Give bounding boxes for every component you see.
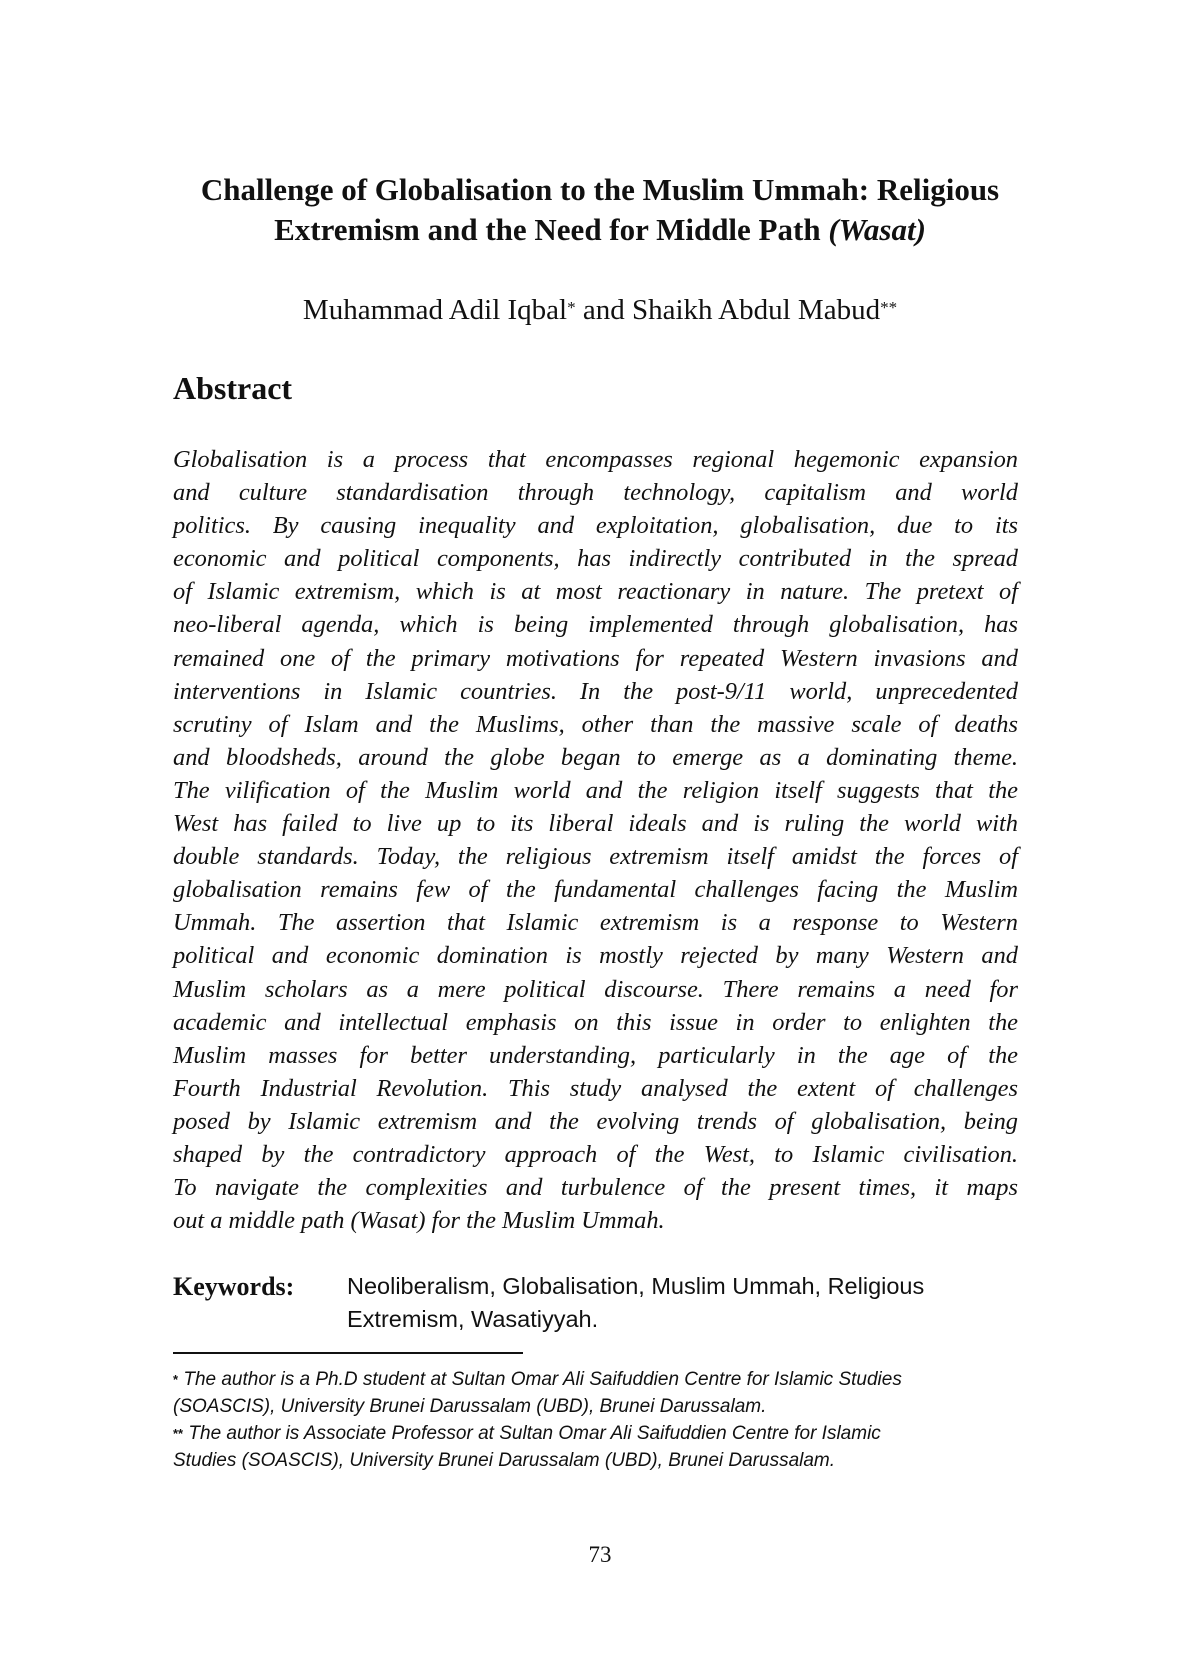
- abstract-line: and culture standardisation through technology, capitalism and world: [173, 479, 1018, 507]
- abstract-line: Muslim scholars as a mere political discourse. There remains a need for: [173, 975, 1018, 1003]
- abstract-line: academic and intellectual emphasis on this issue in order to enlighten the: [173, 1008, 1018, 1036]
- footnote-line: [173, 1420, 1023, 1447]
- footnote-1-line-2: (SOASCIS), University Brunei Darussalam (UBD), Brunei Darussalam.: [173, 1396, 767, 1417]
- abstract-line: economic and political components, has indirectly contributed in the spread: [173, 545, 1018, 573]
- paper-title: [150, 170, 1050, 250]
- title-line-1: Challenge of Globalisation to the Muslim Ummah: Religious: [200, 172, 1000, 207]
- footnote-2: [173, 1420, 1023, 1474]
- footnote-1-mark: *: [173, 1372, 179, 1387]
- keywords-label: Keywords:: [173, 1272, 295, 1301]
- page-number: 73: [588, 1542, 612, 1567]
- footnotes: [173, 1366, 1023, 1474]
- footnote-1-line-1: The author is a Ph.D student at Sultan Omar Ali Saifuddien Centre for Islamic Studies: [178, 1369, 902, 1390]
- abstract-line: political and economic domination is mostly rejected by many Western and: [173, 942, 1018, 970]
- abstract-line: Fourth Industrial Revolution. This study analysed the extent of challenges: [173, 1074, 1018, 1102]
- abstract-body: [173, 443, 1018, 1237]
- keywords-text: [347, 1270, 1018, 1336]
- author-2-name: Shaikh Abdul Mabud: [631, 294, 881, 326]
- abstract-line: out a middle path (Wasat) for the Muslim Ummah.: [173, 1207, 665, 1235]
- abstract-line: interventions in Islamic countries. In the post-9/11 world, unprecedented: [173, 677, 1018, 705]
- footnote-line: [173, 1366, 1023, 1393]
- abstract-line: Globalisation is a process that encompasses regional hegemonic expansion: [173, 446, 1018, 473]
- title-line-2: [150, 210, 1050, 250]
- abstract-line: The vilification of the Muslim world and the religion itself suggests that the: [173, 776, 1018, 804]
- abstract-line: Muslim masses for better understanding, particularly in the age of the: [173, 1041, 1018, 1069]
- abstract-line: scrutiny of Islam and the Muslims, other than the massive scale of deaths: [173, 710, 1018, 738]
- author-line: [150, 292, 1050, 328]
- abstract-line: Ummah. The assertion that Islamic extremism is a response to Western: [173, 909, 1018, 937]
- footnote-2-line-1: The author is Associate Professor at Sultan Omar Ali Saifuddien Centre for Islamic: [183, 1423, 881, 1444]
- author-1-name: Muhammad Adil Iqbal: [302, 294, 568, 326]
- footnote-2-mark: **: [173, 1426, 184, 1441]
- abstract-line: shaped by the contradictory approach of the West, to Islamic civilisation.: [173, 1140, 1018, 1168]
- abstract-line: posed by Islamic extremism and the evolving trends of globalisation, being: [173, 1107, 1018, 1135]
- author-connector: and: [575, 294, 632, 326]
- abstract-line: globalisation remains few of the fundamental challenges facing the Muslim: [173, 876, 1018, 904]
- abstract-line: neo-liberal agenda, which is being implemented through globalisation, has: [173, 611, 1018, 639]
- abstract-line: West has failed to live up to its liberal ideals and is ruling the world with: [173, 810, 1018, 838]
- abstract-line: of Islamic extremism, which is at most reactionary in nature. The pretext of: [173, 578, 1018, 606]
- abstract-line: and bloodsheds, around the globe began to emerge as a dominating theme.: [173, 743, 1018, 771]
- abstract-heading: Abstract: [173, 370, 293, 406]
- keywords-line: Neoliberalism, Globalisation, Muslim Ummah, Religious: [347, 1273, 925, 1299]
- footnote-1: [173, 1366, 1023, 1420]
- abstract-line: double standards. Today, the religious extremism itself amidst the forces of: [173, 843, 1018, 871]
- footnote-2-line-2: Studies (SOASCIS), University Brunei Darussalam (UBD), Brunei Darussalam.: [173, 1450, 836, 1471]
- footnote-divider: [173, 1352, 523, 1354]
- title-line-2-italic: (Wasat): [828, 212, 926, 247]
- title-line-2-main: Extremism and the Need for Middle Path: [274, 212, 829, 247]
- author-1-footnote-mark: *: [567, 298, 576, 317]
- abstract-line: politics. By causing inequality and exploitation, globalisation, due to its: [173, 512, 1018, 540]
- author-2-footnote-mark: **: [880, 298, 898, 317]
- keywords-line: Extremism, Wasatiyyah.: [347, 1306, 599, 1332]
- abstract-line: To navigate the complexities and turbulence of the present times, it maps: [173, 1174, 1018, 1202]
- abstract-line: remained one of the primary motivations for repeated Western invasions and: [173, 644, 1018, 672]
